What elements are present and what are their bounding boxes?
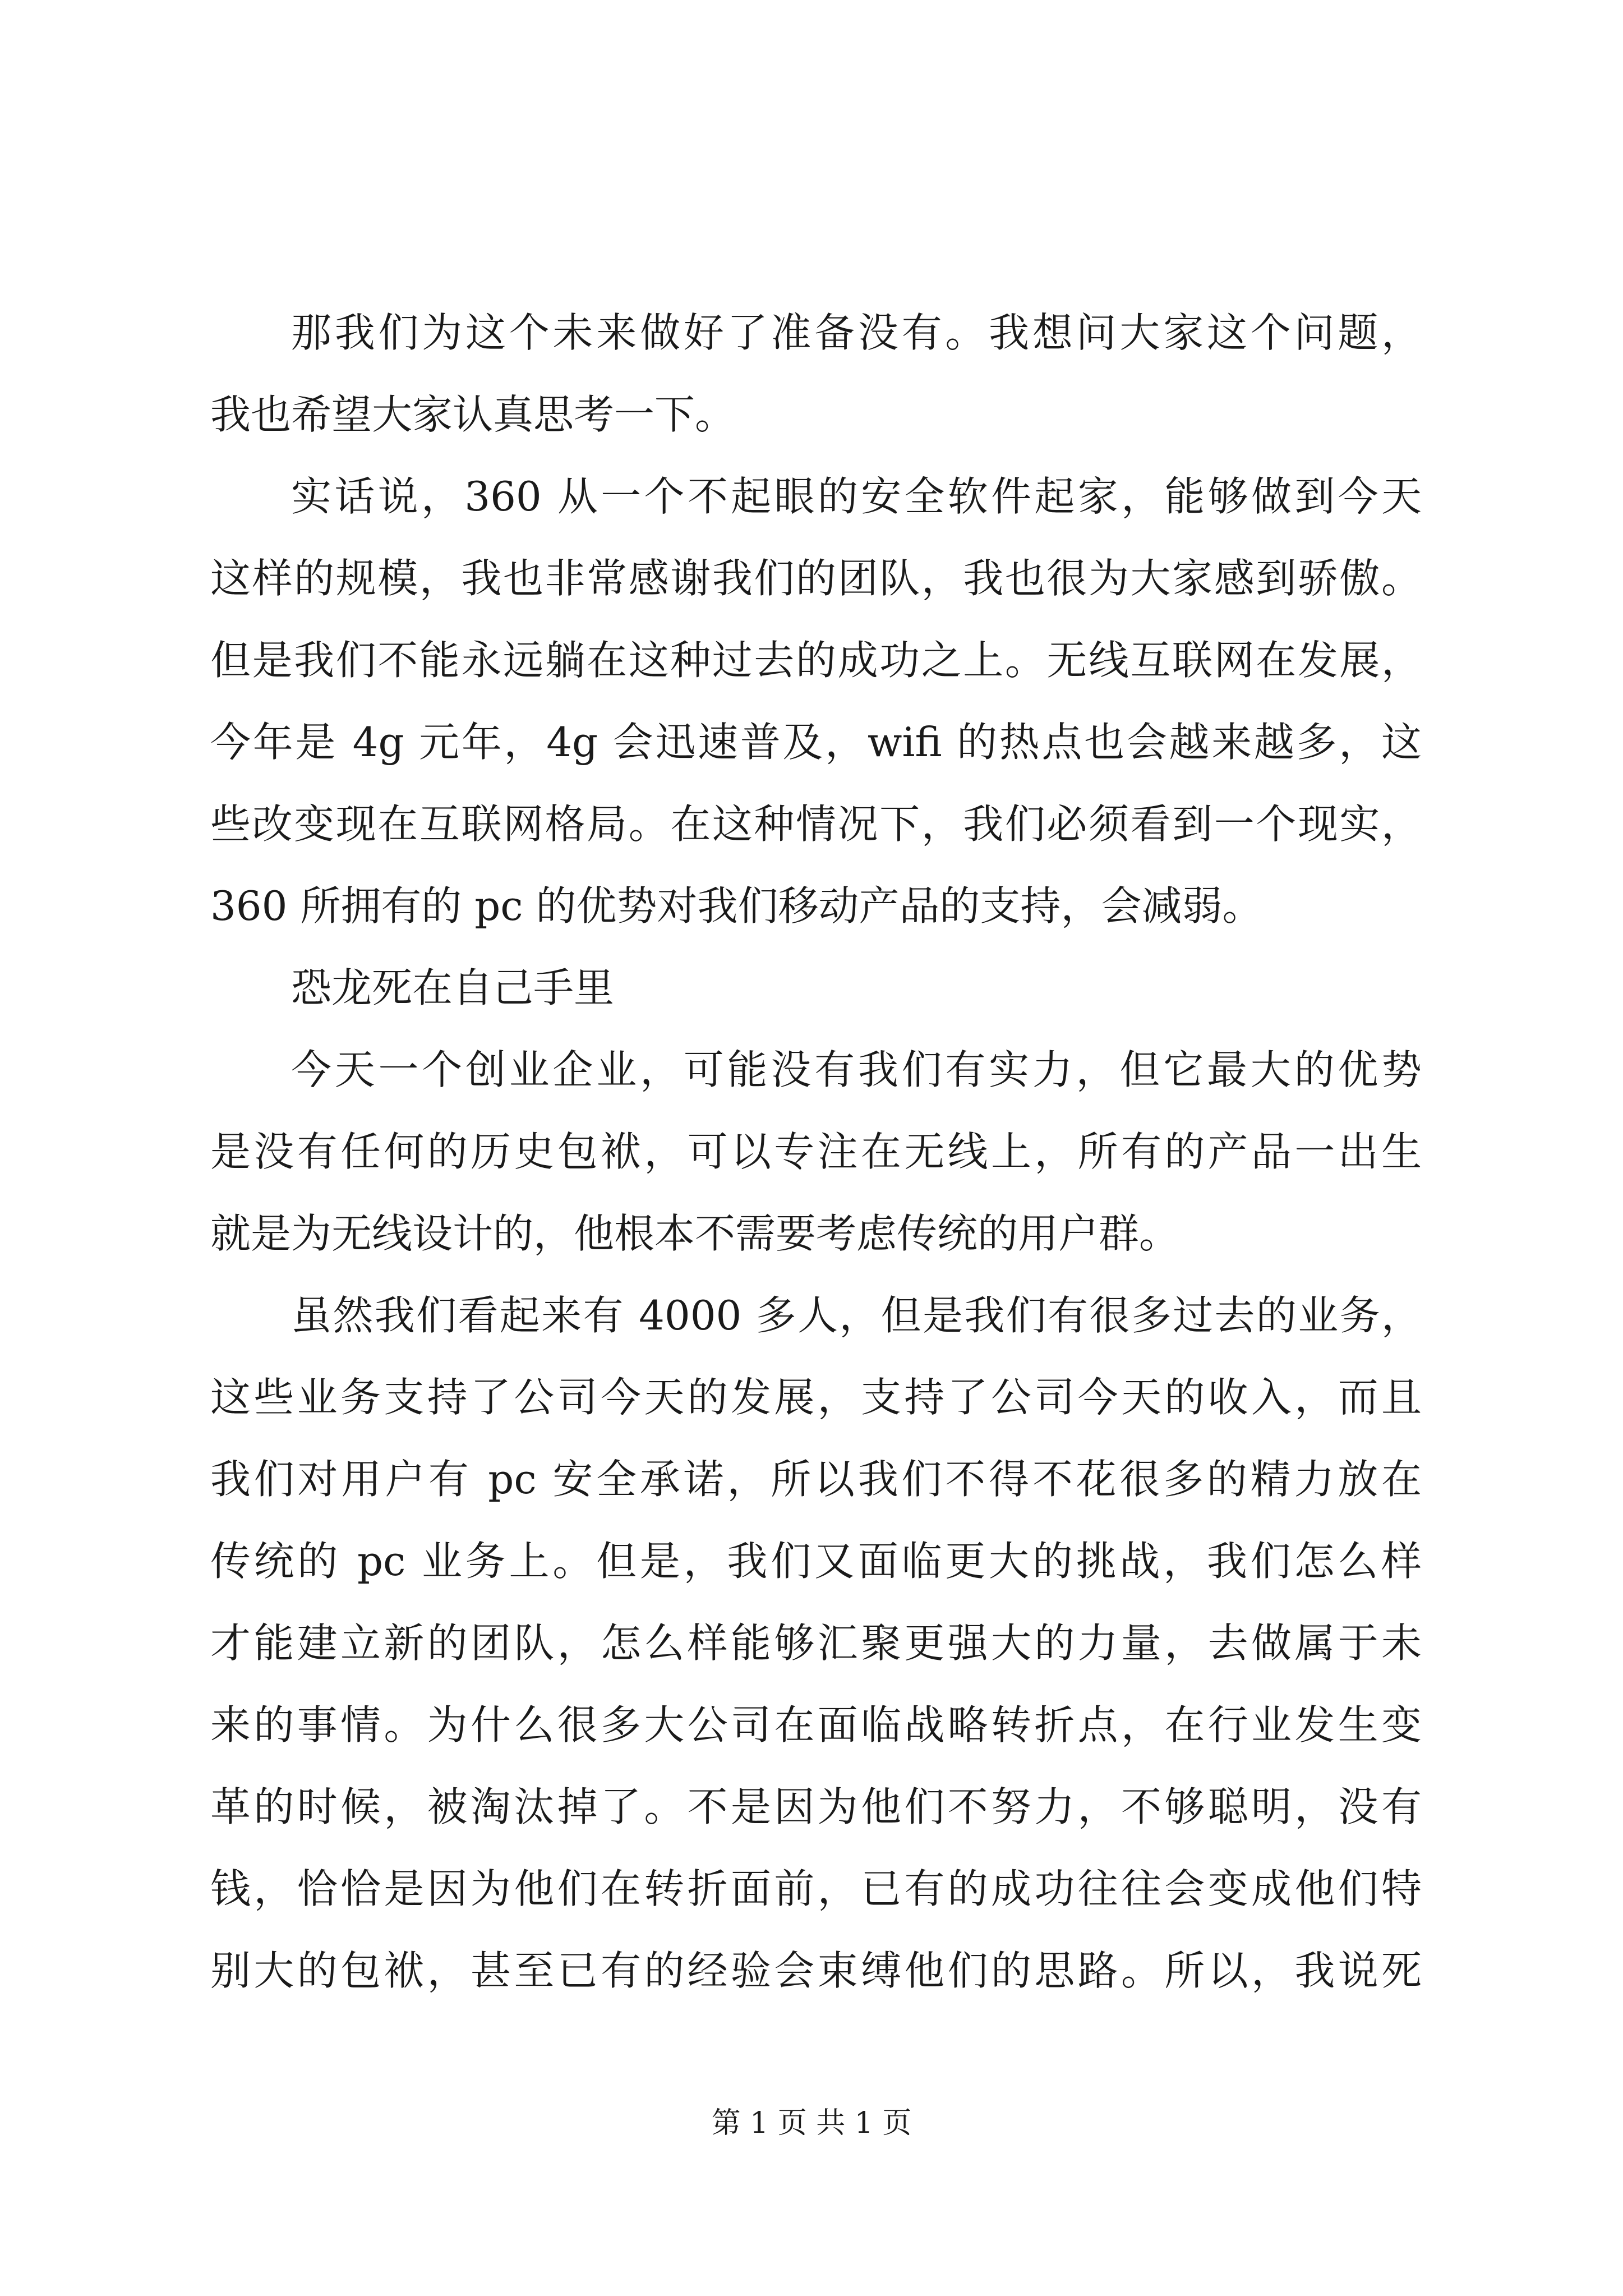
text-line: 革的时候，被淘汰掉了。不是因为他们不努力，不够聪明，没有: [210, 1783, 1422, 1830]
text-line: 些改变现在互联网格局。在这种情况下，我们必须看到一个现实，: [210, 800, 1422, 848]
text-line: 来的事情。为什么很多大公司在面临战略转折点，在行业发生变: [210, 1701, 1422, 1749]
text-line: 那我们为这个未来做好了准备没有。我想问大家这个问题，: [291, 309, 1422, 356]
text-line: 今天一个创业企业，可能没有我们有实力，但它最大的优势: [291, 1046, 1422, 1093]
text-line: 这些业务支持了公司今天的发展，支持了公司今天的收入，而且: [210, 1374, 1422, 1421]
text-line: 我们对用户有 pc 安全承诺，所以我们不得不花很多的精力放在: [210, 1456, 1422, 1503]
text-line: 就是为无线设计的，他根本不需要考虑传统的用户群。: [210, 1210, 1180, 1257]
text-line: 虽然我们看起来有 4000 多人，但是我们有很多过去的业务，: [291, 1292, 1422, 1339]
page-number: 第 1 页 共 1 页: [711, 2106, 912, 2140]
text-line: 是没有任何的历史包袱，可以专注在无线上，所有的产品一出生: [210, 1128, 1422, 1175]
text-line: 别大的包袱，甚至已有的经验会束缚他们的思路。所以，我说死: [210, 1947, 1422, 1994]
section-heading: 恐龙死在自己手里: [291, 964, 615, 1011]
text-line: 今年是 4g 元年，4g 会迅速普及，wifi 的热点也会越来越多，这: [210, 719, 1422, 766]
text-line: 才能建立新的团队，怎么样能够汇聚更强大的力量，去做属于未: [210, 1619, 1422, 1667]
text-line: 360 所拥有的 pc 的优势对我们移动产品的支持，会减弱。: [210, 882, 1263, 930]
page-footer: [0, 2104, 1623, 2143]
text-line: 这样的规模，我也非常感谢我们的团队，我也很为大家感到骄傲。: [210, 555, 1422, 602]
text-line: 传统的 pc 业务上。但是，我们又面临更大的挑战，我们怎么样: [210, 1538, 1422, 1585]
document-body: [210, 292, 1422, 2012]
text-line: 但是我们不能永远躺在这种过去的成功之上。无线互联网在发展，: [210, 637, 1422, 684]
text-line: 实话说，360 从一个不起眼的安全软件起家，能够做到今天: [291, 473, 1422, 520]
text-line: 我也希望大家认真思考一下。: [210, 391, 736, 438]
text-line: 钱，恰恰是因为他们在转折面前，已有的成功往往会变成他们特: [210, 1865, 1422, 1912]
